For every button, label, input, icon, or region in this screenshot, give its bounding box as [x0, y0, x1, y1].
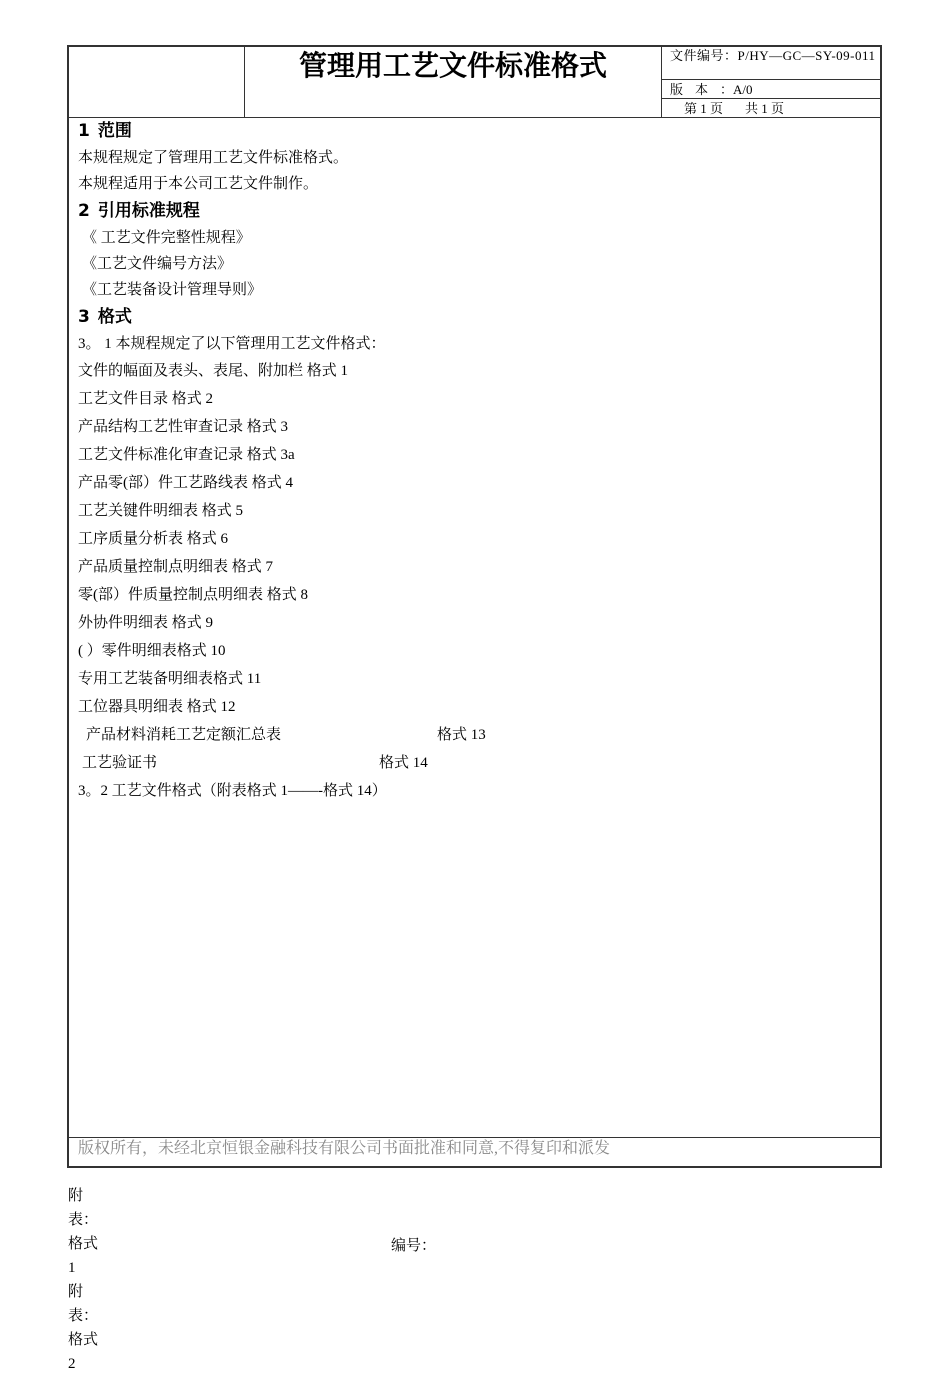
reference-item: 《工艺装备设计管理导则》	[82, 282, 263, 298]
document-body	[78, 117, 868, 805]
format-item: 产品零(部）件工艺路线表 格式 4	[78, 475, 293, 491]
logo-cell	[69, 47, 245, 117]
section-heading: 3 格式	[78, 307, 132, 327]
version-label: 版本	[670, 82, 721, 97]
paragraph: 3。2 工艺文件格式（附表格式 1——-格式 14）	[78, 783, 387, 799]
page-number: 第 1 页	[684, 101, 724, 116]
paragraph: 3。 1 本规程规定了以下管理用工艺文件格式：	[78, 336, 386, 352]
section-heading: 1 范围	[78, 121, 132, 141]
format-item: 工艺关键件明细表 格式 5	[78, 503, 244, 519]
document-frame	[67, 45, 882, 1168]
version-value: ：A/0	[720, 82, 753, 97]
format-item: 工位器具明细表 格式 12	[78, 699, 236, 715]
format-item: 工艺验证书 格式 14	[82, 755, 428, 771]
format-item: 外协件明细表 格式 9	[78, 615, 214, 631]
number-label: 编号：	[391, 1238, 437, 1254]
doc-version	[662, 81, 881, 99]
page-total: 共 1 页	[745, 101, 785, 116]
header-table	[69, 47, 880, 118]
format-item: 产品质量控制点明细表 格式 7	[78, 559, 274, 575]
document-title: 管理用工艺文件标准格式	[298, 49, 607, 82]
copyright-notice: 版权所有，未经北京恒银金融科技有限公司书面批准和同意,不得复印和派发	[69, 1137, 880, 1162]
attachment-item: 附表：格式 1	[68, 1188, 99, 1276]
page-info	[662, 100, 881, 117]
doc-number: 文件编号：P/HY—GC—SY-09-011	[662, 47, 881, 80]
paragraph: 本规程适用于本公司工艺文件制作。	[78, 176, 319, 192]
reference-item: 《工艺文件编号方法》	[82, 256, 233, 272]
format-item: 工艺文件目录 格式 2	[78, 391, 214, 407]
attachment-item: 附表：格式 2	[68, 1284, 99, 1372]
paragraph: 本规程规定了管理用工艺文件标准格式。	[78, 150, 349, 166]
format-item: 产品材料消耗工艺定额汇总表 格式 13	[86, 727, 486, 743]
format-item: 文件的幅面及表头、表尾、附加栏 格式 1	[78, 363, 349, 379]
format-item: 产品结构工艺性审查记录 格式 3	[78, 419, 289, 435]
section-heading: 2 引用标准规程	[78, 201, 200, 221]
attachment-line	[68, 1184, 98, 1376]
format-item: 工序质量分析表 格式 6	[78, 531, 229, 547]
document-meta	[661, 47, 881, 117]
format-item: 专用工艺装备明细表格式 11	[78, 671, 262, 687]
format-item: 工艺文件标准化审查记录 格式 3a	[78, 447, 295, 463]
reference-item: 《 工艺文件完整性规程》	[82, 230, 251, 246]
format-item: ( ）零件明细表格式 10	[78, 643, 226, 659]
format-item: 零(部）件质量控制点明细表 格式 8	[78, 587, 308, 603]
